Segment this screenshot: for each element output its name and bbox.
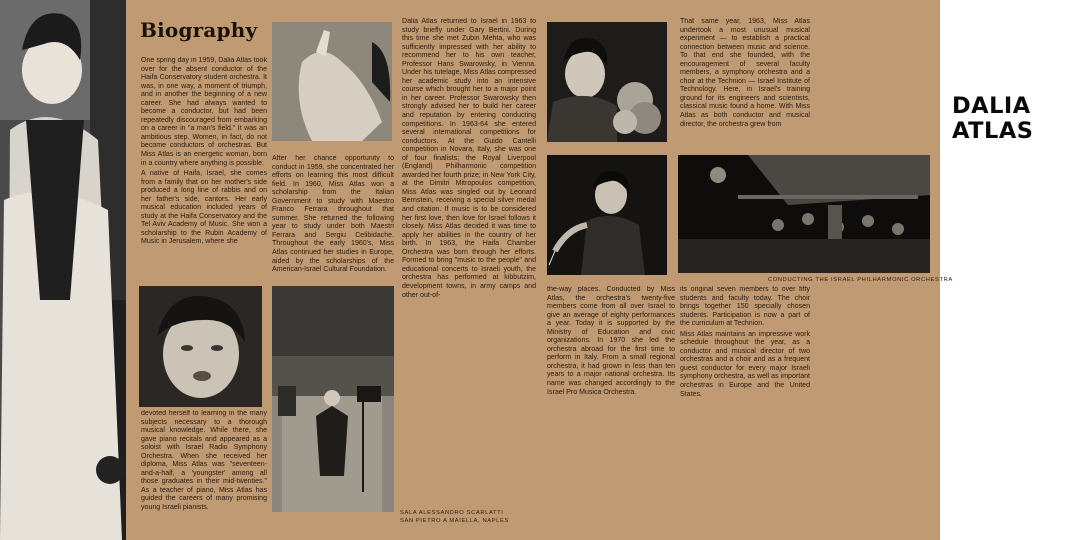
photo-conducting-baton xyxy=(547,155,667,275)
artist-name-line2: ATLAS xyxy=(952,118,1034,144)
paragraph: Miss Atlas maintains an impressive work schedule throughout the year, as a conductor and musical director of two orchestras and a choir and as a frequent guest conductor for every major Israeli symphony orchestra, as well as important orchestras in Europe and the United States. xyxy=(680,330,810,398)
paragraph: One spring day in 1959, Dalia Atlas took over for the absent conductor of the Haifa Conservatory student orchestra. It was, in one way, a moment of triumph, and in another the beginning of a new career. She had always wanted to become a conductor, but had been repeatedly discouraged from embarking on a career in "a man's field." It was an ambitious step. Women, in fact, do not become conductors of orchestras. But Miss Atlas is an energetic woman, born in a country where anything is possible. xyxy=(141,57,267,167)
paragraph: devoted herself to learning in the many subjects necessary to a thorough musical knowledge. While there, she gave piano recitals and appeared as a soloist with Israel Radio Symphony Orchestra. When she received her diploma, Miss Atlas was "seventeen-and-a-half, a 'youngster' among all those graduates in their mid-twenties." As a teacher of piano, Miss Atlas has guided the careers of many promising young Israeli pianists. xyxy=(141,410,267,512)
left-portrait-photo xyxy=(0,0,126,540)
photo-with-flowers xyxy=(547,22,667,142)
photo-hand-gesture xyxy=(272,22,392,141)
paragraph: Dalia Atlas returned to Israel in 1963 to study briefly under Gary Bertini. During this time she met Zubin Mehta, who was sufficiently impressed with her ability to recommend her to his own teacher, Professor Hans Swarowsky, in Vienna. Under his tutelage, Miss Atlas compressed her academic study into an intensive course which brought her to a major point in her career. Professor Swarowsky then strongly advised her to build her career and reputation by entering conducting competitions. In 1963-64 she entered several international competitions for conductors. At the Guido Cantelli competition in Novara, Italy, she was one of four finalists; the Royal Liverpool (England) Philharmonic competition awarded her fourth prize; in New York City, at the Dimitri Mitropoulos competition, Miss Atlas was singled out by Leonard Bernstein, receiving a special silver medal and citation. If music is to be considered her first love, then love for Israel follows it closely. Miss Atlas decided it was time to apply her abilities in the country of her birth. In 1963, the Haifa Chamber Orchestra was born through her efforts. Formed to bring "music to the people" and educational concerts to Israeli youth, the orchestra has performed at kibbutzim, development towns, in army camps and other out-of- xyxy=(402,18,536,299)
text-column-6 xyxy=(680,18,810,154)
caption-naples-line2: SAN PIETRO A MAIELLA, NAPLES xyxy=(400,518,509,524)
page-title: Biography xyxy=(140,18,258,42)
paragraph: A native of Haifa, Israel, she comes from a family that on her mother's side produced a long line of rabbis and on her father's side, cantors. Her early musical education included years of study at the Haifa Conservatory and the Tel Aviv Academy of Music. She won a scholarship to the Rubin Academy of Music in Jerusalem, where she xyxy=(141,170,267,246)
photo-naples-rehearsal xyxy=(272,286,394,512)
artist-name-line1: DALIA xyxy=(952,93,1031,119)
text-column-4 xyxy=(402,18,536,412)
artist-name xyxy=(952,94,1033,144)
paragraph: After her chance opportunity to conduct in 1959, she concentrated her efforts on learning this most difficult field. In 1960, Miss Atlas won a scholarship from the Italian Government to study with Maestro Franco Ferrara throughout that summer. She returned the following year to study under both Maestri Ferrara and Sergiu Celibidache. Throughout the early 1960's, Miss Atlas continued her studies in Europe, aided by the scholarships of the American-Israel Cultural Foundation. xyxy=(272,155,394,274)
text-column-5 xyxy=(547,286,675,412)
text-column-3 xyxy=(141,410,267,535)
paragraph: the-way places. Conducted by Miss Atlas, the orchestra's twenty-five members come from all over Israel to give an average of eighty performances a year. Today it is supported by the Ministry of Education and civic organizations. In 1970 she led the orchestra abroad for the first time to perform in Italy. From a small regional orchestra, it had grown in less than ten years to a major national orchestra. Its name was changed accordingly to the Israel Pro Musica Orchestra. xyxy=(547,286,675,396)
paragraph: That same year, 1963, Miss Atlas undertook a most unusual musical experiment — to establish a practical connection between music and science. To that end she founded, with the encouragement of several faculty members, a symphony orchestra and a choir at the Technion — Israel Institute of Technology. Here, in Israel's training ground for its engineers and scientists, classical music found a home. With Miss Atlas as both conductor and musical director, the orchestra grew from xyxy=(680,18,810,128)
caption-naples-line1: SALA ALESSANDRO SCARLATTI xyxy=(400,510,504,516)
text-column-7 xyxy=(680,286,810,416)
photo-israel-philharmonic xyxy=(678,155,930,273)
caption-israel-philharmonic: CONDUCTING THE ISRAEL PHILHARMONIC ORCHESTRA xyxy=(768,277,953,283)
paragraph: its original seven members to over fifty students and faculty today. The choir brings together 150 specially chosen students. Participation is now a part of the curriculum at Technion. xyxy=(680,286,810,328)
photo-conductor-portrait xyxy=(139,286,262,407)
text-column-1 xyxy=(141,57,267,285)
text-column-2 xyxy=(272,155,394,275)
